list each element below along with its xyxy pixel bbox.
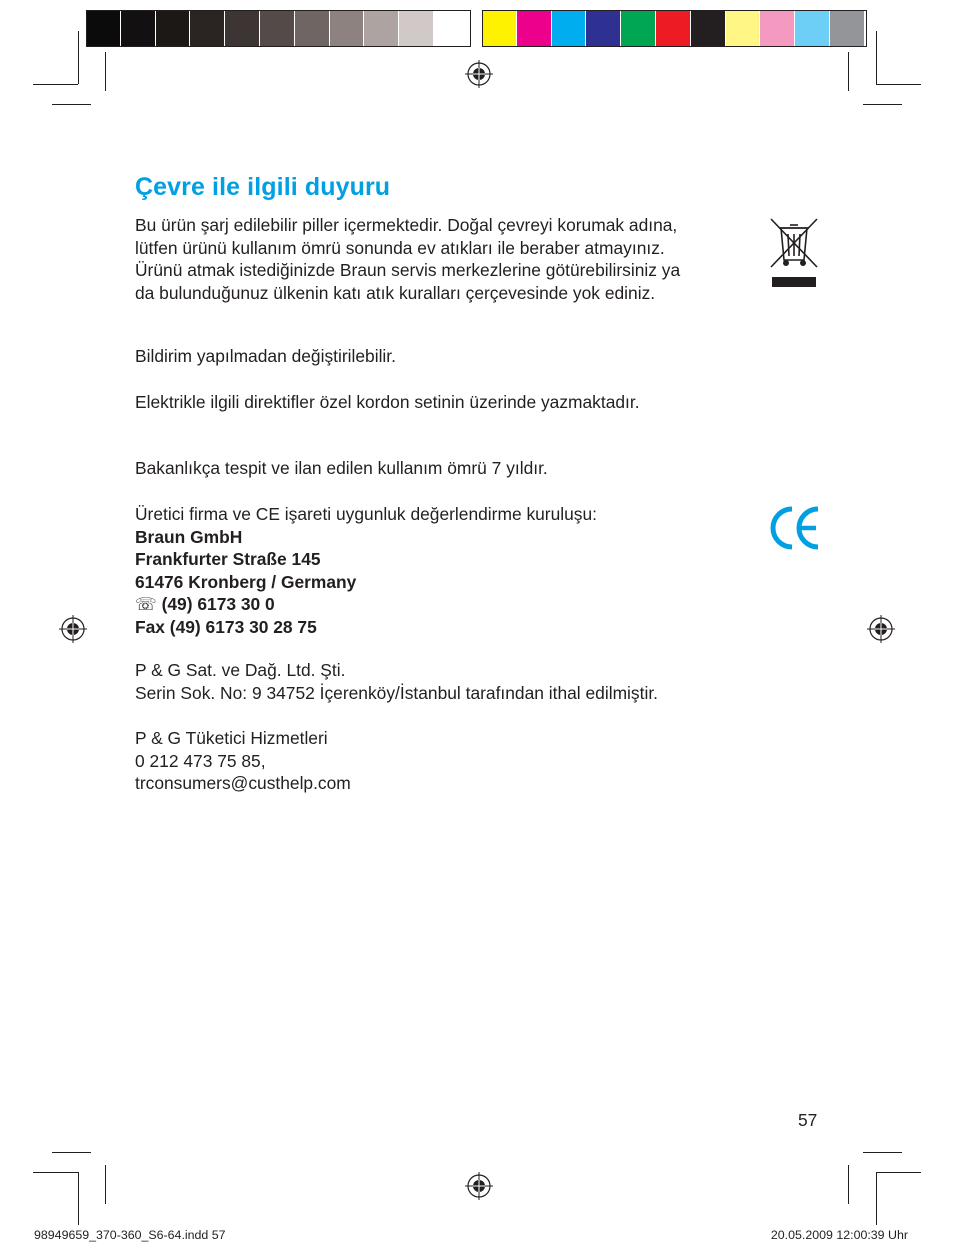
slug-date: 20.05.2009 12:00:39 Uhr bbox=[770, 1228, 908, 1242]
consumer-service-block bbox=[135, 727, 351, 795]
crop-mark bbox=[876, 1172, 877, 1225]
manufacturer-name: Braun GmbH bbox=[135, 526, 243, 547]
color-swatch bbox=[586, 10, 621, 47]
color-swatch bbox=[156, 10, 191, 47]
color-swatch bbox=[295, 10, 330, 47]
registration-mark-icon bbox=[867, 615, 895, 643]
color-swatch bbox=[795, 10, 830, 47]
consumer-service-email: trconsumers@custhelp.com bbox=[135, 773, 351, 794]
registration-mark-icon bbox=[465, 60, 493, 88]
telephone-icon: ☏ bbox=[135, 594, 157, 615]
crop-mark bbox=[78, 31, 79, 84]
crop-mark bbox=[78, 1172, 79, 1225]
crossed-out-wheelie-bin-icon bbox=[768, 216, 820, 288]
notice-electric: Elektrikle ilgili direktifler özel kordon setinin üzerinde yazmaktadır. bbox=[135, 392, 640, 412]
manufacturer-city: 61476 Kronberg / Germany bbox=[135, 571, 357, 592]
manufacturer-intro: Üretici firma ve CE işareti uygunluk değerlendirme kuruluşu: bbox=[135, 504, 598, 524]
slug-file: 98949659_370-360_S6-64.indd 57 bbox=[34, 1228, 226, 1242]
color-swatch bbox=[434, 10, 469, 47]
intro-line: Ürünü atmak istediğinizde Braun servis merkezlerine götürebilirsiniz ya bbox=[135, 260, 681, 281]
crop-mark bbox=[52, 104, 91, 105]
registration-mark-icon bbox=[59, 615, 87, 643]
crop-mark bbox=[33, 84, 78, 85]
color-swatch bbox=[482, 10, 517, 47]
color-swatch bbox=[190, 10, 225, 47]
color-swatch bbox=[552, 10, 587, 47]
crop-mark bbox=[863, 104, 902, 105]
crop-mark bbox=[33, 1172, 78, 1173]
manufacturer-street: Frankfurter Straße 145 bbox=[135, 549, 321, 570]
color-swatch bbox=[621, 10, 656, 47]
crop-mark bbox=[105, 52, 106, 91]
color-swatch bbox=[656, 10, 691, 47]
ce-mark-icon bbox=[768, 506, 822, 550]
registration-mark-icon bbox=[465, 1172, 493, 1200]
consumer-service-phone: 0 212 473 75 85, bbox=[135, 750, 266, 771]
importer-address: Serin Sok. No: 9 34752 İçerenköy/İstanbul tarafından ithal edilmiştir. bbox=[135, 682, 658, 703]
manufacturer-block bbox=[135, 503, 597, 639]
crop-mark bbox=[848, 52, 849, 91]
intro-line: Bu ürün şarj edilebilir piller içermektedir. Doğal çevreyi korumak adına, bbox=[135, 215, 678, 235]
manufacturer-phone-row bbox=[135, 593, 597, 616]
page-number: 57 bbox=[798, 1110, 818, 1130]
importer-block bbox=[135, 659, 658, 704]
crop-mark bbox=[848, 1165, 849, 1204]
intro-paragraph bbox=[135, 214, 680, 304]
crop-mark bbox=[105, 1165, 106, 1204]
crop-mark bbox=[52, 1152, 91, 1153]
color-swatch bbox=[517, 10, 552, 47]
color-swatch bbox=[691, 10, 726, 47]
color-swatch bbox=[726, 10, 761, 47]
color-swatch bbox=[830, 10, 865, 47]
color-swatch bbox=[260, 10, 295, 47]
consumer-service-name: P & G Tüketici Hizmetleri bbox=[135, 728, 328, 748]
manufacturer-fax: Fax (49) 6173 30 28 75 bbox=[135, 616, 317, 637]
notice-lifetime: Bakanlıkça tespit ve ilan edilen kullanım ömrü 7 yıldır. bbox=[135, 458, 548, 478]
color-swatch bbox=[86, 10, 121, 47]
process-color-bar bbox=[482, 10, 865, 47]
color-swatch bbox=[225, 10, 260, 47]
notice-change: Bildirim yapılmadan değiştirilebilir. bbox=[135, 346, 396, 366]
color-swatch bbox=[121, 10, 156, 47]
color-swatch bbox=[399, 10, 434, 47]
crop-mark bbox=[876, 84, 921, 85]
color-swatch bbox=[760, 10, 795, 47]
intro-line: da bulunduğunuz ülkenin katı atık kuralları çerçevesinde yok ediniz. bbox=[135, 282, 656, 303]
crop-mark bbox=[876, 1172, 921, 1173]
grayscale-color-bar bbox=[86, 10, 469, 47]
manufacturer-phone: (49) 6173 30 0 bbox=[161, 594, 275, 615]
color-swatch bbox=[330, 10, 365, 47]
importer-name: P & G Sat. ve Dağ. Ltd. Şti. bbox=[135, 660, 346, 680]
color-swatch bbox=[364, 10, 399, 47]
intro-line: lütfen ürünü kullanım ömrü sonunda ev atıkları ile beraber atmayınız. bbox=[135, 237, 665, 258]
page-title: Çevre ile ilgili duyuru bbox=[135, 173, 391, 201]
crop-mark bbox=[876, 31, 877, 84]
crop-mark bbox=[863, 1152, 902, 1153]
